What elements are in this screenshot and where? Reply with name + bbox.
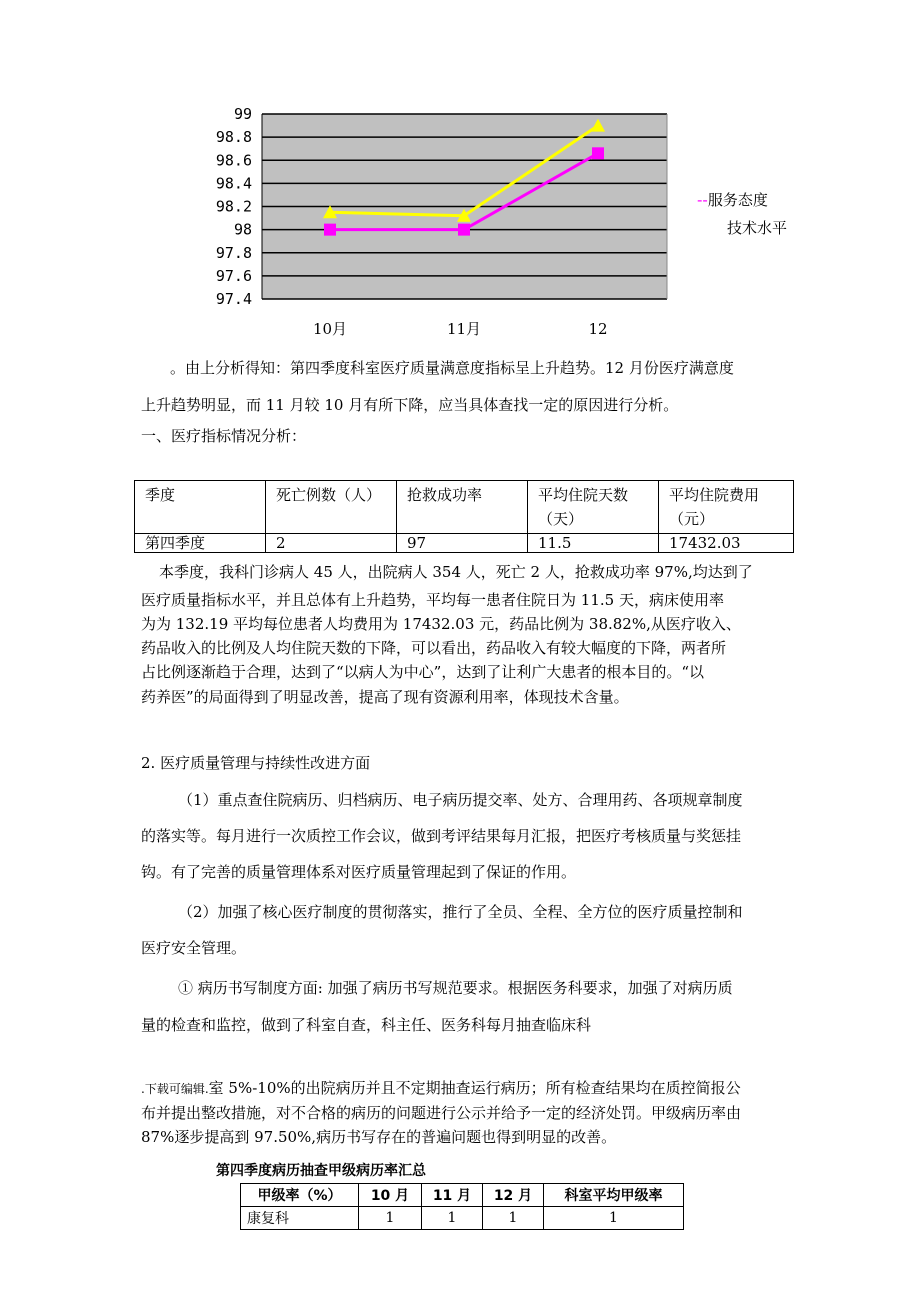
grade-table [240,1183,684,1230]
table-header-row [241,1184,684,1207]
summary-line-1: 。由上分析得知：第四季度科室医疗质量满意度指标呈上升趋势。12 月份医疗满意度 [170,359,734,377]
section2-p1-line: 的落实等。每月进行一次质控工作会议，做到考评结果每月汇报，把医疗考核质量与奖惩挂 [141,827,742,845]
section2-p3-line: ① 病历书写制度方面: 加强了病历书写规范要求。根据医务科要求，加强了对病历质 [178,979,733,997]
x-tick-label: 12 [588,320,608,338]
table-cell: 康复科 [241,1207,359,1230]
table-header-cell: 季度 [135,481,266,534]
y-tick-label: 97.6 [215,266,252,285]
continuation-line: 87%逐步提高到 97.50%,病历书写存在的普遍问题也得到明显的改善。 [141,1128,617,1146]
legend-label-service: 服务态度 [707,191,768,209]
data-point-marker [592,147,604,159]
y-tick-label: 98.4 [215,174,252,193]
table-header-cell: 平均住院天数 （天） [528,481,659,534]
table-cell: 1 [544,1207,684,1230]
table-cell: 11.5 [528,534,659,553]
legend-item-technique [727,217,787,238]
section2-p1-line: 钩。有了完善的质量管理体系对医疗质量管理起到了保证的作用。 [141,863,577,881]
y-tick-label: 98.8 [215,128,252,147]
table-header-cell: 11 月 [422,1184,483,1207]
continuation-line: 布并提出整改措施，对不合格的病历的问题进行公示并给予一定的经济处罚。甲级病历率由 [141,1104,742,1122]
table-cell: 1 [483,1207,544,1230]
table-header-cell: 12 月 [483,1184,544,1207]
table-header-row [135,481,794,534]
y-tick-label: 98.2 [215,197,252,216]
indicator-text-line: 药品收入的比例及人均住院天数的下降，可以看出，药品收入有较大幅度的下降，两者所 [141,639,727,657]
indicator-text-line: 本季度，我科门诊病人 45 人，出院病人 354 人，死亡 2 人，抢救成功率 97%,均达到了 [159,563,753,581]
indicator-text-line: 为为 132.19 平均每位患者人均费用为 17432.03 元，药品比例为 38.82%,从医疗收入、 [141,615,741,633]
table-cell: 1 [422,1207,483,1230]
x-tick-label: 10月 [312,320,348,338]
y-tick-label: 99 [233,105,252,123]
legend-item-service [697,189,768,210]
table-cell: 97 [397,534,528,553]
table-cell: 17432.03 [659,534,794,553]
data-point-marker [324,224,336,236]
indicator-table [134,480,794,553]
section2-p1-line: （1）重点查住院病历、归档病历、电子病历提交率、处方、合理用药、各项规章制度 [178,791,743,809]
data-point-marker [458,224,470,236]
table-header-cell: 10 月 [359,1184,422,1207]
table-header-cell: 平均住院费用 （元） [659,481,794,534]
table-row [135,534,794,553]
table-header-cell: 甲级率（%） [241,1184,359,1207]
section2-p2-line: 医疗安全管理。 [141,939,247,957]
legend-dash: -- [697,191,708,209]
table-header-cell: 科室平均甲级率 [544,1184,684,1207]
indicator-text-line: 占比例逐渐趋于合理，达到了“以病人为中心”，达到了让利广大患者的根本目的。“以 [141,663,705,681]
continuation-line-1: .下载可编辑.室 5%-10%的出院病历并且不定期抽查运行病历；所有检查结果均在质控简报公 [141,1079,741,1097]
y-tick-label: 98 [233,220,252,239]
y-tick-label: 98.6 [215,151,252,170]
y-tick-label: 97.8 [215,243,252,262]
download-note: .下载可编辑. [141,1082,209,1096]
summary-line-2: 上升趋势明显，而 11 月较 10 月有所下降，应当具体查找一定的原因进行分析。 [141,396,679,414]
section2-heading: 2. 医疗质量管理与持续性改进方面 [141,754,371,772]
table-cell: 1 [359,1207,422,1230]
grade-table-caption: 第四季度病历抽查甲级病历率汇总 [216,1163,426,1179]
table-header-cell: 死亡例数（人） [266,481,397,534]
section2-p2-line: （2）加强了核心医疗制度的贯彻落实，推行了全员、全程、全方位的医疗质量控制和 [178,903,743,921]
x-tick-label: 11月 [446,320,482,338]
table-header-cell: 抢救成功率 [397,481,528,534]
table-row [241,1207,684,1230]
indicator-text-line: 药养医”的局面得到了明显改善，提高了现有资源利用率，体现技术含量。 [141,688,629,706]
section1-heading: 一、医疗指标情况分析： [141,427,307,445]
table-cell: 2 [266,534,397,553]
indicator-text-line: 医疗质量指标水平，并且总体有上升趋势，平均每一患者住院日为 11.5 天，病床使用率 [141,591,724,609]
y-tick-label: 97.4 [215,290,252,308]
satisfaction-line-chart [0,0,920,345]
table-cell: 第四季度 [135,534,266,553]
legend-label-technique: 技术水平 [727,219,788,237]
section2-p3-line: 量的检查和监控，做到了科室自查，科主任、医务科每月抽查临床科 [141,1016,592,1034]
